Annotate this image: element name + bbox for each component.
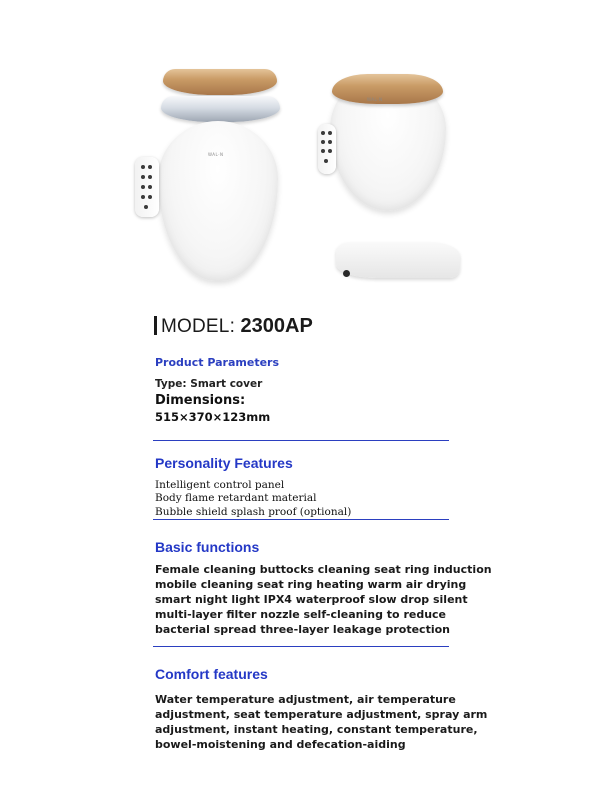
text-line: Water temperature adjustment, air temperature [155,693,456,706]
title-bar-mark [154,316,157,335]
basic-paragraph [155,562,515,637]
side-control-panel-image [135,157,159,217]
brand-mark-front: WAL·N [208,152,224,157]
list-item: Bubble shield splash proof (optional) [155,505,352,518]
text-line: bacterial spread three-layer leakage protection [155,623,450,636]
basic-heading: Basic functions [155,539,260,555]
angled-control-panel-image [318,124,336,174]
divider-2 [153,519,449,520]
product-parameters-heading: Product Parameters [155,356,280,369]
side-knob-icon [343,270,350,277]
divider-1 [153,440,449,441]
model-title [154,315,313,338]
silver-cover-image [161,96,280,122]
model-code: 2300AP [240,315,313,337]
personality-list [155,479,351,519]
list-item: Intelligent control panel [155,479,285,491]
side-profile-image [336,242,460,278]
text-line: Female cleaning buttocks cleaning seat ring induction [155,563,492,576]
seat-lid-front-image [158,121,278,281]
text-line: adjustment, instant heating, constant temperature, [155,723,478,736]
text-line: smart night light IPX4 waterproof slow drop silent [155,593,468,606]
model-prefix: MODEL: [161,316,236,337]
personality-heading: Personality Features [155,455,293,471]
text-line: multi-layer filter nozzle self-cleaning to reduce [155,608,447,621]
list-item: Body flame retardant material [155,492,317,505]
gold-top-angled-image [332,74,443,104]
comfort-heading: Comfort features [155,666,268,682]
type-line: Type: Smart cover [155,378,263,390]
divider-3 [153,646,449,647]
dimensions-label: Dimensions: [155,393,246,408]
text-line: bowel-moistening and defecation-aiding [155,738,406,751]
brand-mark-angled: WAL·N [367,97,383,102]
text-line: adjustment, seat temperature adjustment, spray arm [155,708,488,721]
gold-cover-image [163,69,277,95]
comfort-paragraph [155,692,515,752]
text-line: mobile cleaning seat ring heating warm air drying [155,578,467,591]
dimensions-value: 515×370×123mm [155,410,271,424]
